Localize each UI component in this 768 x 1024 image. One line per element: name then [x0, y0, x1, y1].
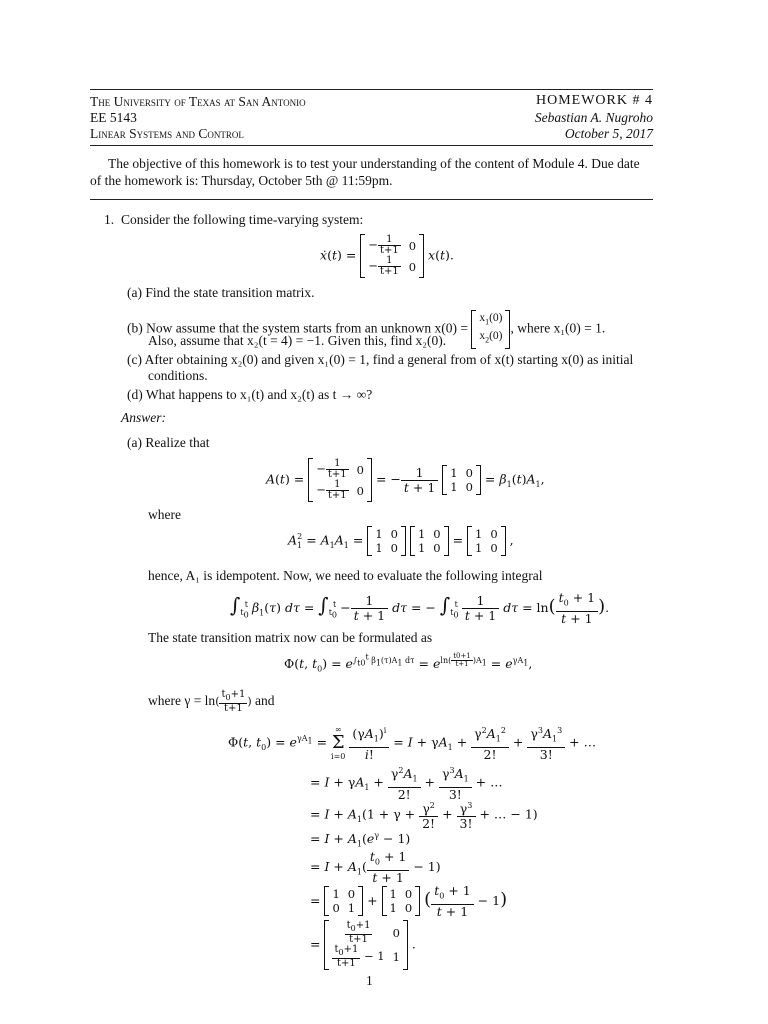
problem-part-d: (d) What happens to x₁(t) and x₂(t) as t → ∞? [127, 387, 373, 402]
page-number: 1 [366, 973, 373, 988]
equation-a-of-t: A(t) = − $\frac{1}{t+1}$ 0 − $\frac{1}{t+1}$ 0 = − $\frac{1}{t + 1}$ 1 0 1 0 = $\beta_1(t)A_1$, [266, 458, 545, 501]
answer-where-gamma: where γ = ln( $\frac{t_0+1}{t+1}$ ) and [148, 689, 275, 714]
problem-statement: Consider the following time-varying system: [121, 212, 364, 227]
header-homework-title: HOMEWORK # 4 [536, 93, 653, 108]
equation-series-line-2: = $I + \gamma A_1$ + $\frac{\gamma^2A_1}{2!}$ + $\frac{\gamma^3A_1}{3!}$ + … [310, 766, 503, 802]
problem-part-c-line1: (c) After obtaining x₂(0) and given x₁(0) = 1, find a general from of x(t) starting x(0) as initial [127, 352, 634, 367]
answer-a-intro: (a) Realize that [127, 435, 210, 450]
equation-series-line-6: = 1 0 0 1 + 1 0 1 0 ( $\frac{t_0 + 1}{t + 1}$ − 1) [310, 883, 508, 919]
answer-where-gamma-text: where γ = ln [148, 693, 216, 708]
intro-rule [90, 199, 653, 200]
header-course-name: Linear Systems and Control [90, 126, 244, 141]
equation-series-line-4: = $I + A_1(e^\gamma - 1)$ [310, 831, 411, 849]
equation-series-line-1: Φ(t, $t_0) = e^{\gamma A_1}$ = ∞ Σ i=0 $\frac{(\gamma A_1)^i}{i!}$ = $I + \gamma A_1$ + $\frac{\gamma^2A_1^2}{2!}$ + $\frac{\gamma^3A_1^3}{3!}$ + … [228, 724, 597, 762]
header-top-rule [90, 89, 653, 90]
equation-phi: Φ(t, $t_0) = e^{\int_{t0}^t \beta_1(\tau)A_1 d\tau} = e^{ln( \frac{t0+1}{t+1} )A_1} = e^{\gamma A_1}$, [284, 652, 533, 674]
system-equation: ẋ(t) = − $\frac{1}{t+1}$ 0 − $\frac{1}{t+1}$ 0 x(t). [320, 234, 454, 277]
equation-series-line-7: = $\frac{t_0+1}{t+1}$ 0 $\frac{t_0+1}{t+1}$ − 1 1 . [310, 920, 416, 969]
problem-part-a: (a) Find the state transition matrix. [127, 285, 315, 300]
problem-part-b-text: (b) Now assume that the system starts from an unknown x(0) = [127, 320, 468, 336]
answer-where: where [148, 507, 181, 522]
equation-series-line-3: = $I + A_1(1 + \gamma$ + $\frac{\gamma^2}{2!}$ + $\frac{\gamma^3}{3!}$ + … − 1) [310, 801, 538, 832]
answer-where-gamma-and: and [255, 693, 275, 708]
answer-stm-text: The state transition matrix now can be formulated as [148, 630, 433, 645]
equation-a1-squared: $A_1^2 = A_1A_1$ = 1 0 1 0 1 0 1 0 = 1 0 1 0 , [288, 527, 514, 555]
answer-idempotent-text: hence, A₁ is idempotent. Now, we need to evaluate the following integral [148, 568, 543, 583]
problem-part-b-post: , where x₁(0) = 1. [510, 320, 606, 336]
intro-line-2: of the homework is: Thursday, October 5th @ 11:59pm. [90, 173, 393, 188]
intro-line-1: The objective of this homework is to test your understanding of the content of Module 4. Due date [108, 156, 640, 171]
equation-series-line-5: = $I + A_1$( $\frac{t_0 + 1}{t + 1}$ − 1) [310, 849, 441, 885]
header-date: October 5, 2017 [564, 126, 653, 141]
equation-integral: $\int_{t_0}^t$ $\beta_1(\tau) d\tau = \int_{t_0}^t$ − $\frac{1}{t + 1}$ dτ = − $\int_{t_0}^t$ $\frac{1}{t + 1}$ dτ = ln( $\frac{t_0 + 1}{t + 1}$ ). [230, 590, 610, 626]
problem-part-b-line2: Also, assume that x₂(t = 4) = −1. Given this, find x₂(0). [148, 333, 447, 348]
header-university: The University of Texas at San Antonio [90, 94, 306, 109]
header-course-code: EE 5143 [90, 110, 137, 125]
answer-label: Answer: [121, 410, 166, 425]
header-author: Sebastian A. Nugroho [534, 110, 653, 125]
problem-part-b-line1: (b) Now assume that the system starts from an unknown x(0) = $x_1(0)$ $x_2(0)$ , where x₁(0) = 1. [127, 310, 605, 349]
problem-part-c-line2: conditions. [148, 368, 208, 383]
header-bottom-rule [90, 145, 653, 146]
problem-number: 1. [104, 212, 115, 227]
